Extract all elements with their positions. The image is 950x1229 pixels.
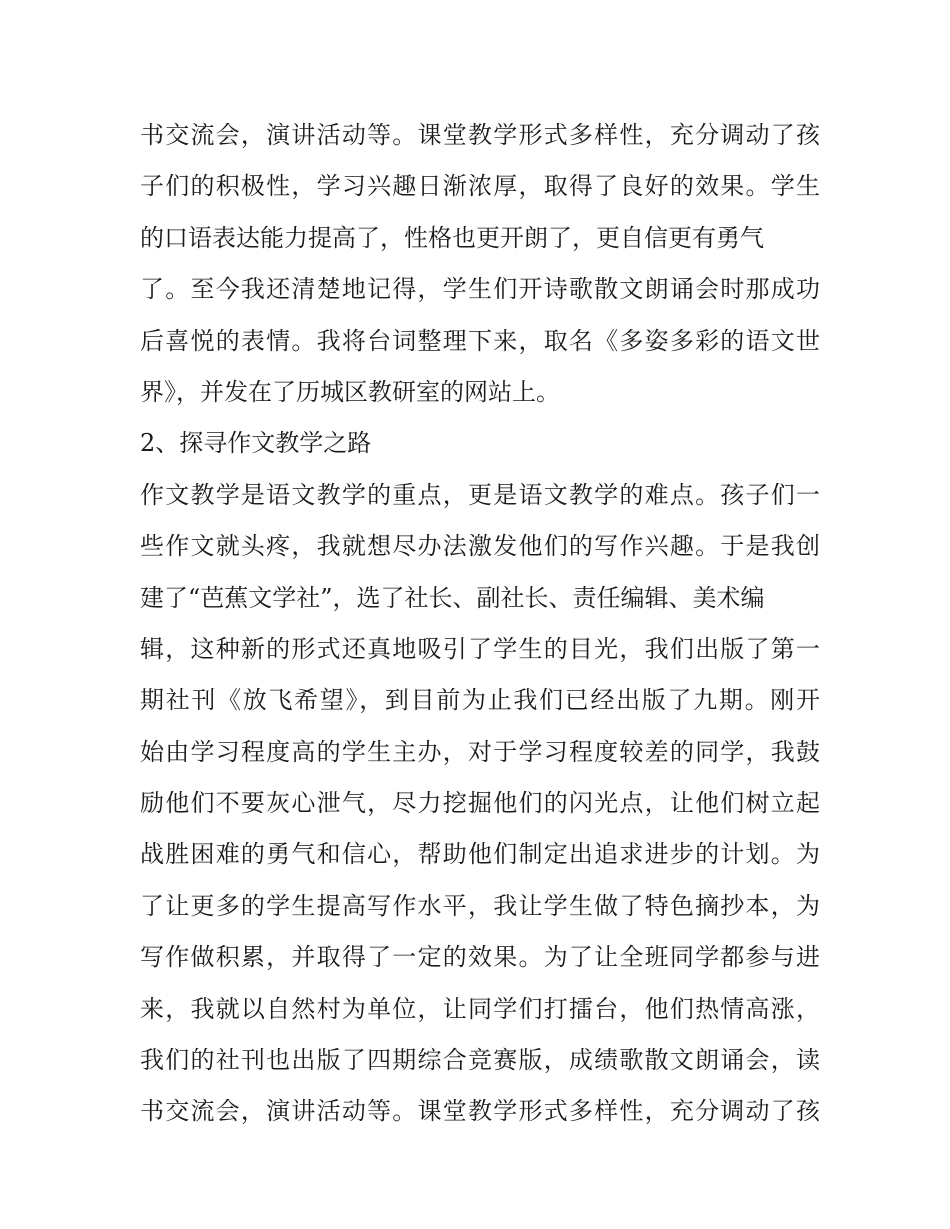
text-line: 书交流会，演讲活动等。课堂教学形式多样性，充分调动了孩 [140, 121, 820, 149]
text-line: 辑，这种新的形式还真地吸引了学生的目光，我们出版了第一 [140, 634, 820, 663]
text-line: 的口语表达能力提高了，性格也更开朗了，更自信更有勇气 [140, 223, 764, 252]
text-line: 战胜困难的勇气和信心，帮助他们制定出追求进步的计划。为 [140, 840, 820, 869]
text-line: 了让更多的学生提高写作水平，我让学生做了特色摘抄本，为 [140, 891, 820, 920]
text-line: 了。至今我还清楚地记得，学生们开诗歌散文朗诵会时那成功 [140, 275, 820, 304]
text-line: 建了“芭蕉文学社”，选了社长、副社长、责任编辑、美术编 [140, 583, 765, 612]
text-line: 期社刊《放飞希望》，到目前为止我们已经出版了九期。刚开 [140, 686, 820, 715]
section-heading: 2、探寻作文教学之路 [140, 429, 372, 458]
text-line: 子们的积极性，学习兴趣日渐浓厚，取得了良好的效果。学生 [140, 172, 820, 201]
body-text [140, 110, 820, 1138]
text-line: 些作文就头疼，我就想尽办法激发他们的写作兴趣。于是我创 [140, 532, 820, 561]
text-line: 来，我就以自然村为单位，让同学们打擂台，他们热情高涨， [140, 994, 820, 1023]
text-line: 始由学习程度高的学生主办，对于学习程度较差的同学，我鼓 [140, 737, 820, 766]
text-line: 界》，并发在了历城区教研室的网站上。 [140, 377, 560, 406]
text-line: 书交流会，演讲活动等。课堂教学形式多样性，充分调动了孩 [140, 1097, 820, 1126]
text-line: 后喜悦的表情。我将台词整理下来，取名《多姿多彩的语文世 [140, 326, 820, 355]
text-line: 我们的社刊也出版了四期综合竞赛版，成绩歌散文朗诵会，读 [140, 1046, 820, 1075]
text-line: 写作做积累，并取得了一定的效果。为了让全班同学都参与进 [140, 943, 820, 972]
text-line: 励他们不要灰心泄气，尽力挖掘他们的闪光点，让他们树立起 [140, 789, 820, 818]
text-line: 作文教学是语文教学的重点，更是语文教学的难点。孩子们一 [140, 480, 820, 509]
